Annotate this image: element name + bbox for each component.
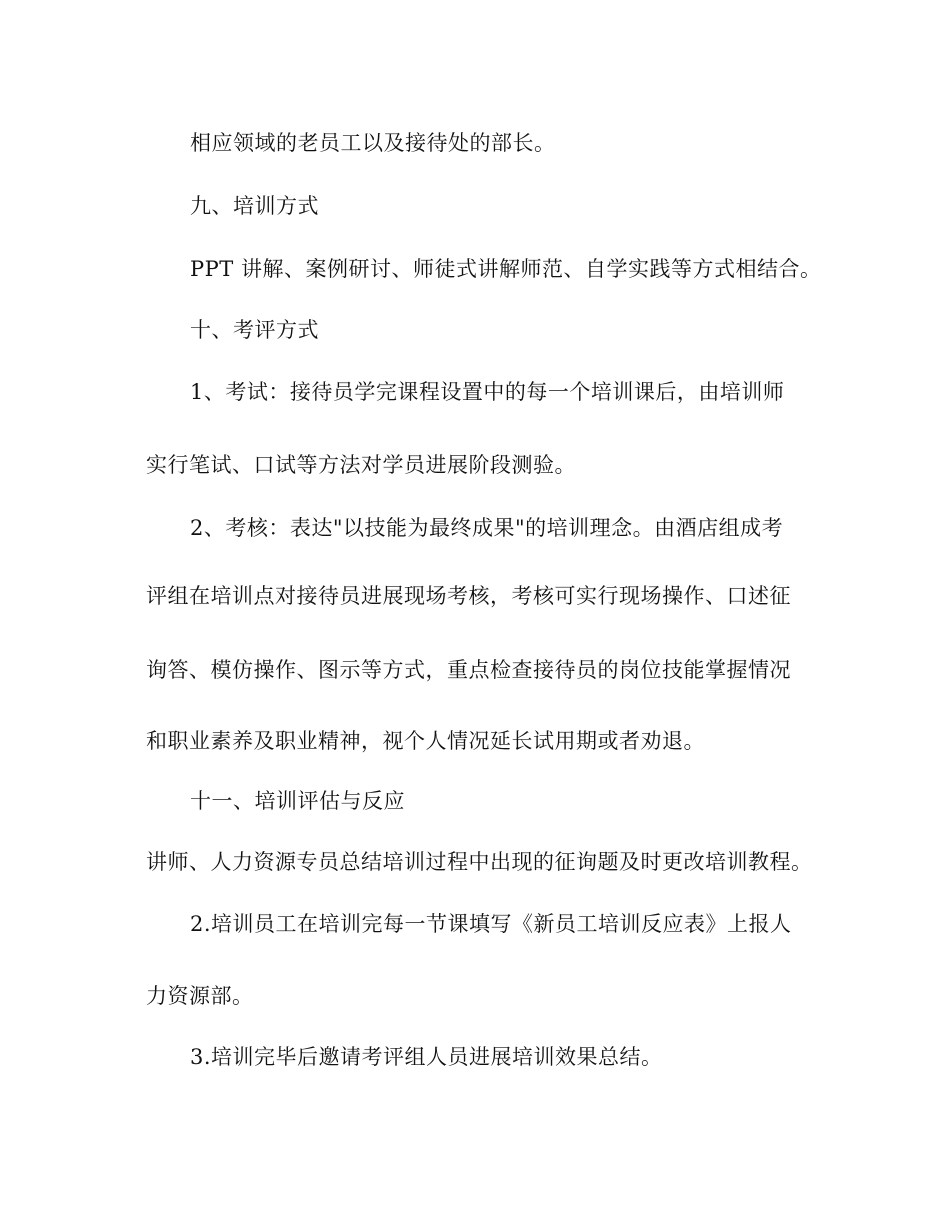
paragraph-line: 3.培训完毕后邀请考评组人员进展培训效果总结。 (190, 1045, 663, 1069)
section-heading-11: 十一、培训评估与反应 (190, 789, 405, 813)
paragraph-line: PPT 讲解、案例研讨、师徒式讲解师范、自学实践等方式相结合。 (190, 257, 822, 281)
paragraph-line: 实行笔试、口试等方法对学员进展阶段测验。 (146, 453, 576, 477)
section-heading-10: 十、考评方式 (190, 318, 319, 342)
paragraph-line: 评组在培训点对接待员进展现场考核，考核可实行现场操作、口述征 (146, 584, 791, 608)
paragraph-line: 1、考试：接待员学完课程设置中的每一个培训课后，由培训师 (190, 380, 785, 404)
paragraph-line: 相应领域的老员工以及接待处的部长。 (190, 131, 556, 155)
paragraph-line: 力资源部。 (146, 984, 254, 1008)
section-heading-9: 九、培训方式 (190, 194, 319, 218)
paragraph-line: 2.培训员工在培训完每一节课填写《新员工培训反应表》上报人 (190, 912, 792, 936)
paragraph-line: 2、考核：表达"以技能为最终成果"的培训理念。由酒店组成考 (190, 516, 784, 540)
paragraph-line: 讲师、人力资源专员总结培训过程中出现的征询题及时更改培训教程。 (146, 850, 813, 874)
paragraph-line: 询答、模仿操作、图示等方式，重点检查接待员的岗位技能掌握情况 (146, 658, 791, 682)
paragraph-line: 和职业素养及职业精神，视个人情况延长试用期或者劝退。 (146, 729, 705, 753)
